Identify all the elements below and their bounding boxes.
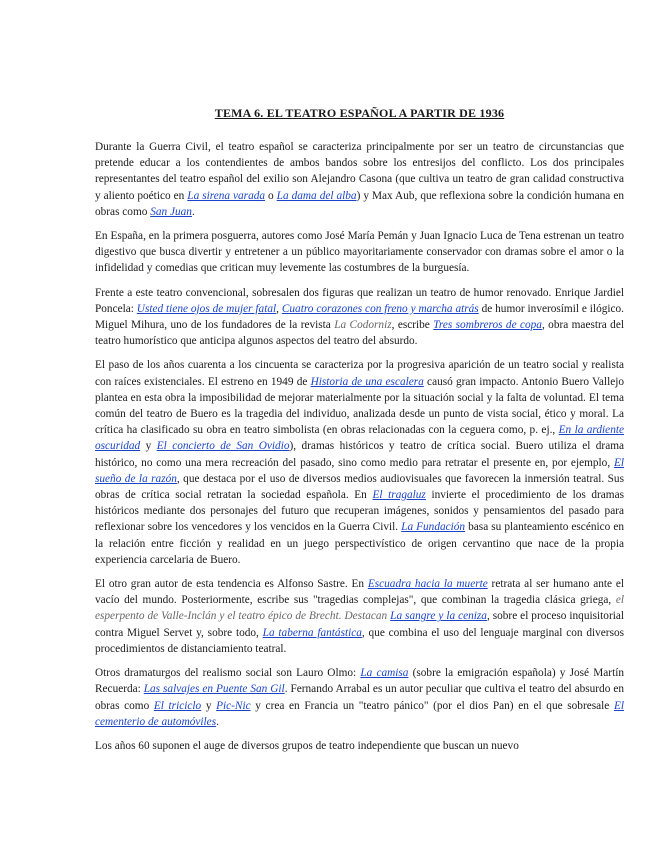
text: causó gran impacto. Antonio Buero Vallejo plantea en esta obra la imposibilidad de mejorar materialmente por la situación social y la falta de voluntad. El tema común del teatro de Buero es la tragedia del individuo, analizada desde un punto de vista social, ético y moral. La crítica ha clasificado su obra en teatro simbolista (en obras relacionadas con la ceguera como, p. ej., bbox=[95, 375, 625, 437]
text: ) y Max Aub, que reflexiona sobre la condición humana en obras como bbox=[95, 189, 624, 218]
text: de humor inverosímil e ilógico. Miguel Mihura, uno de los fundadores de la revista bbox=[95, 302, 624, 332]
paragraph-civil-war bbox=[95, 139, 624, 220]
la-codorniz-text: La Codorniz bbox=[334, 319, 392, 332]
paragraph-posguerra bbox=[95, 228, 624, 277]
paragraph-anos-60 bbox=[95, 738, 624, 753]
link-la-fundacion[interactable]: La Fundación bbox=[401, 521, 466, 534]
text: retrata al ser humano ante el vacío del mundo. Posteriormente, escribe sus "tragedias complejas", que combinan la tragedia clásica griega, bbox=[95, 578, 625, 607]
text: . bbox=[216, 715, 219, 728]
text: Frente a este teatro convencional, sobresalen dos figuras que realizan un teatro de humor renovado. Enrique Jardiel Poncela: bbox=[95, 286, 624, 315]
text: , que destaca por el uso de diversos medios audiovisuales que favorecen la inmersión teatral. Sus obras de crítica social retratan la sociedad española. En bbox=[95, 472, 624, 502]
link-la-sirena-varada[interactable]: La sirena varada bbox=[187, 189, 266, 202]
link-san-juan[interactable]: San Juan bbox=[150, 205, 192, 218]
text: El otro gran autor de esta tendencia es Alfonso Sastre. En bbox=[95, 578, 368, 591]
text: , sobre el proceso inquisitorial contra Miguel Servet y, sobre todo, bbox=[95, 610, 624, 639]
text: y bbox=[201, 699, 217, 712]
text: Otros dramaturgos del realismo social son Lauro Olmo: bbox=[95, 667, 361, 680]
link-la-dama-del-alba[interactable]: La dama del alba bbox=[276, 189, 357, 202]
link-en-la-ardiente-oscuridad[interactable]: En la ardiente oscuridad bbox=[95, 424, 624, 453]
link-la-taberna-fantastica[interactable]: La taberna fantástica bbox=[262, 626, 362, 639]
text: (sobre la emigración española) y José Martín Recuerda: bbox=[95, 667, 624, 696]
text: , obra maestra del teatro humorístico que anticipa algunos aspectos del teatro del absurdo. bbox=[95, 319, 624, 348]
text: En España, en la primera posguerra, autores como José María Pemán y Juan Ignacio Luca de Tena estrenan un teatro digestivo que busca divertir y entretener a un público mayoritariamente conservador con dramas sobre el amor o la infidelidad y comedias que critican muy levemente las costumbres de la burguesía. bbox=[95, 230, 624, 275]
paragraph-otros-dramaturgos bbox=[95, 665, 624, 730]
text: basa su planteamiento escénico en la relación entre ficción y realidad en un juego perspectivístico de origen cervantino que nace de la propia experiencia carcelaria de Buero. bbox=[95, 521, 625, 566]
link-el-sueno-de-la-razon[interactable]: El sueño de la razón bbox=[95, 456, 624, 485]
link-el-cementerio-de-automoviles[interactable]: El cementerio de automóviles bbox=[95, 699, 624, 728]
text: y crea en Francia un "teatro pánico" (por el dios Pan) en el que sobresale bbox=[250, 699, 614, 712]
text: , escribe bbox=[391, 319, 434, 332]
link-pic-nic[interactable]: Pic-Nic bbox=[216, 699, 251, 712]
link-la-camisa[interactable]: La camisa bbox=[360, 667, 409, 680]
paragraph-humor bbox=[95, 285, 624, 350]
link-el-tragaluz[interactable]: El tragaluz bbox=[372, 489, 426, 502]
document-title: TEMA 6. EL TEATRO ESPAÑOL A PARTIR DE 1936 bbox=[214, 106, 505, 120]
link-usted-tiene-ojos[interactable]: Usted tiene ojos de mujer fatal bbox=[136, 302, 277, 315]
text: , bbox=[276, 302, 282, 315]
link-el-concierto-de-san-ovidio[interactable]: El concierto de San Ovidio bbox=[156, 440, 290, 453]
text: . bbox=[191, 205, 195, 218]
text: Los años 60 suponen el auge de diversos grupos de teatro independiente que buscan un nuevo bbox=[95, 739, 519, 752]
text: , que combina el uso del lenguaje marginal con diversos procedimientos de distanciamiento teatral. bbox=[95, 626, 625, 655]
link-la-sangre-y-la-ceniza[interactable]: La sangre y la ceniza bbox=[390, 610, 487, 623]
link-escuadra-hacia-la-muerte[interactable]: Escuadra hacia la muerte bbox=[367, 578, 488, 591]
text: o bbox=[265, 189, 277, 202]
text: El paso de los años cuarenta a los cincuenta se caracteriza por la progresiva aparición de un teatro social y realista con raíces existenciales. El estreno en 1949 de bbox=[95, 359, 624, 388]
esperpento-text: el esperpento de Valle-Inclán y el teatro épico de Brecht. Destacan bbox=[95, 594, 624, 623]
paragraph-buero-vallejo bbox=[95, 357, 624, 568]
text: . Fernando Arrabal es un autor peculiar que cultiva el teatro del absurdo en obras como bbox=[95, 683, 624, 712]
link-cuatro-corazones[interactable]: Cuatro corazones con freno y marcha atrás bbox=[281, 302, 479, 315]
text: ), dramas históricos y teatro de crítica social. Buero utiliza el drama histórico, no como una mera recreación del pasado, sino como medio para retratar el presente en, por ejemplo, bbox=[95, 440, 625, 469]
link-el-triciclo[interactable]: El triciclo bbox=[153, 699, 202, 712]
text: invierte el procedimiento de los dramas históricos mediante dos personajes del futuro que recuperan imágenes, sonidos y pensamientos del pasado para reflexionar sobre los vencedores y los vencidos en la Guerra Civil. bbox=[95, 489, 625, 534]
text: y bbox=[140, 440, 157, 453]
link-las-salvajes[interactable]: Las salvajes en Puente San Gil bbox=[143, 683, 285, 696]
paragraph-sastre bbox=[95, 576, 624, 657]
link-tres-sombreros[interactable]: Tres sombreros de copa bbox=[433, 319, 542, 332]
text: Durante la Guerra Civil, el teatro español se caracteriza principalmente por ser un teatro de circunstancias que pretende educar a los contendientes de ambos bandos sobre los entresijos del conflicto. Los dos principales representantes del teatro español del exilio son Alejandro Casona (que cultiva un teatro de gran calidad constructiva y aliento poético en bbox=[95, 141, 624, 202]
link-historia-de-una-escalera[interactable]: Historia de una escalera bbox=[310, 375, 424, 388]
